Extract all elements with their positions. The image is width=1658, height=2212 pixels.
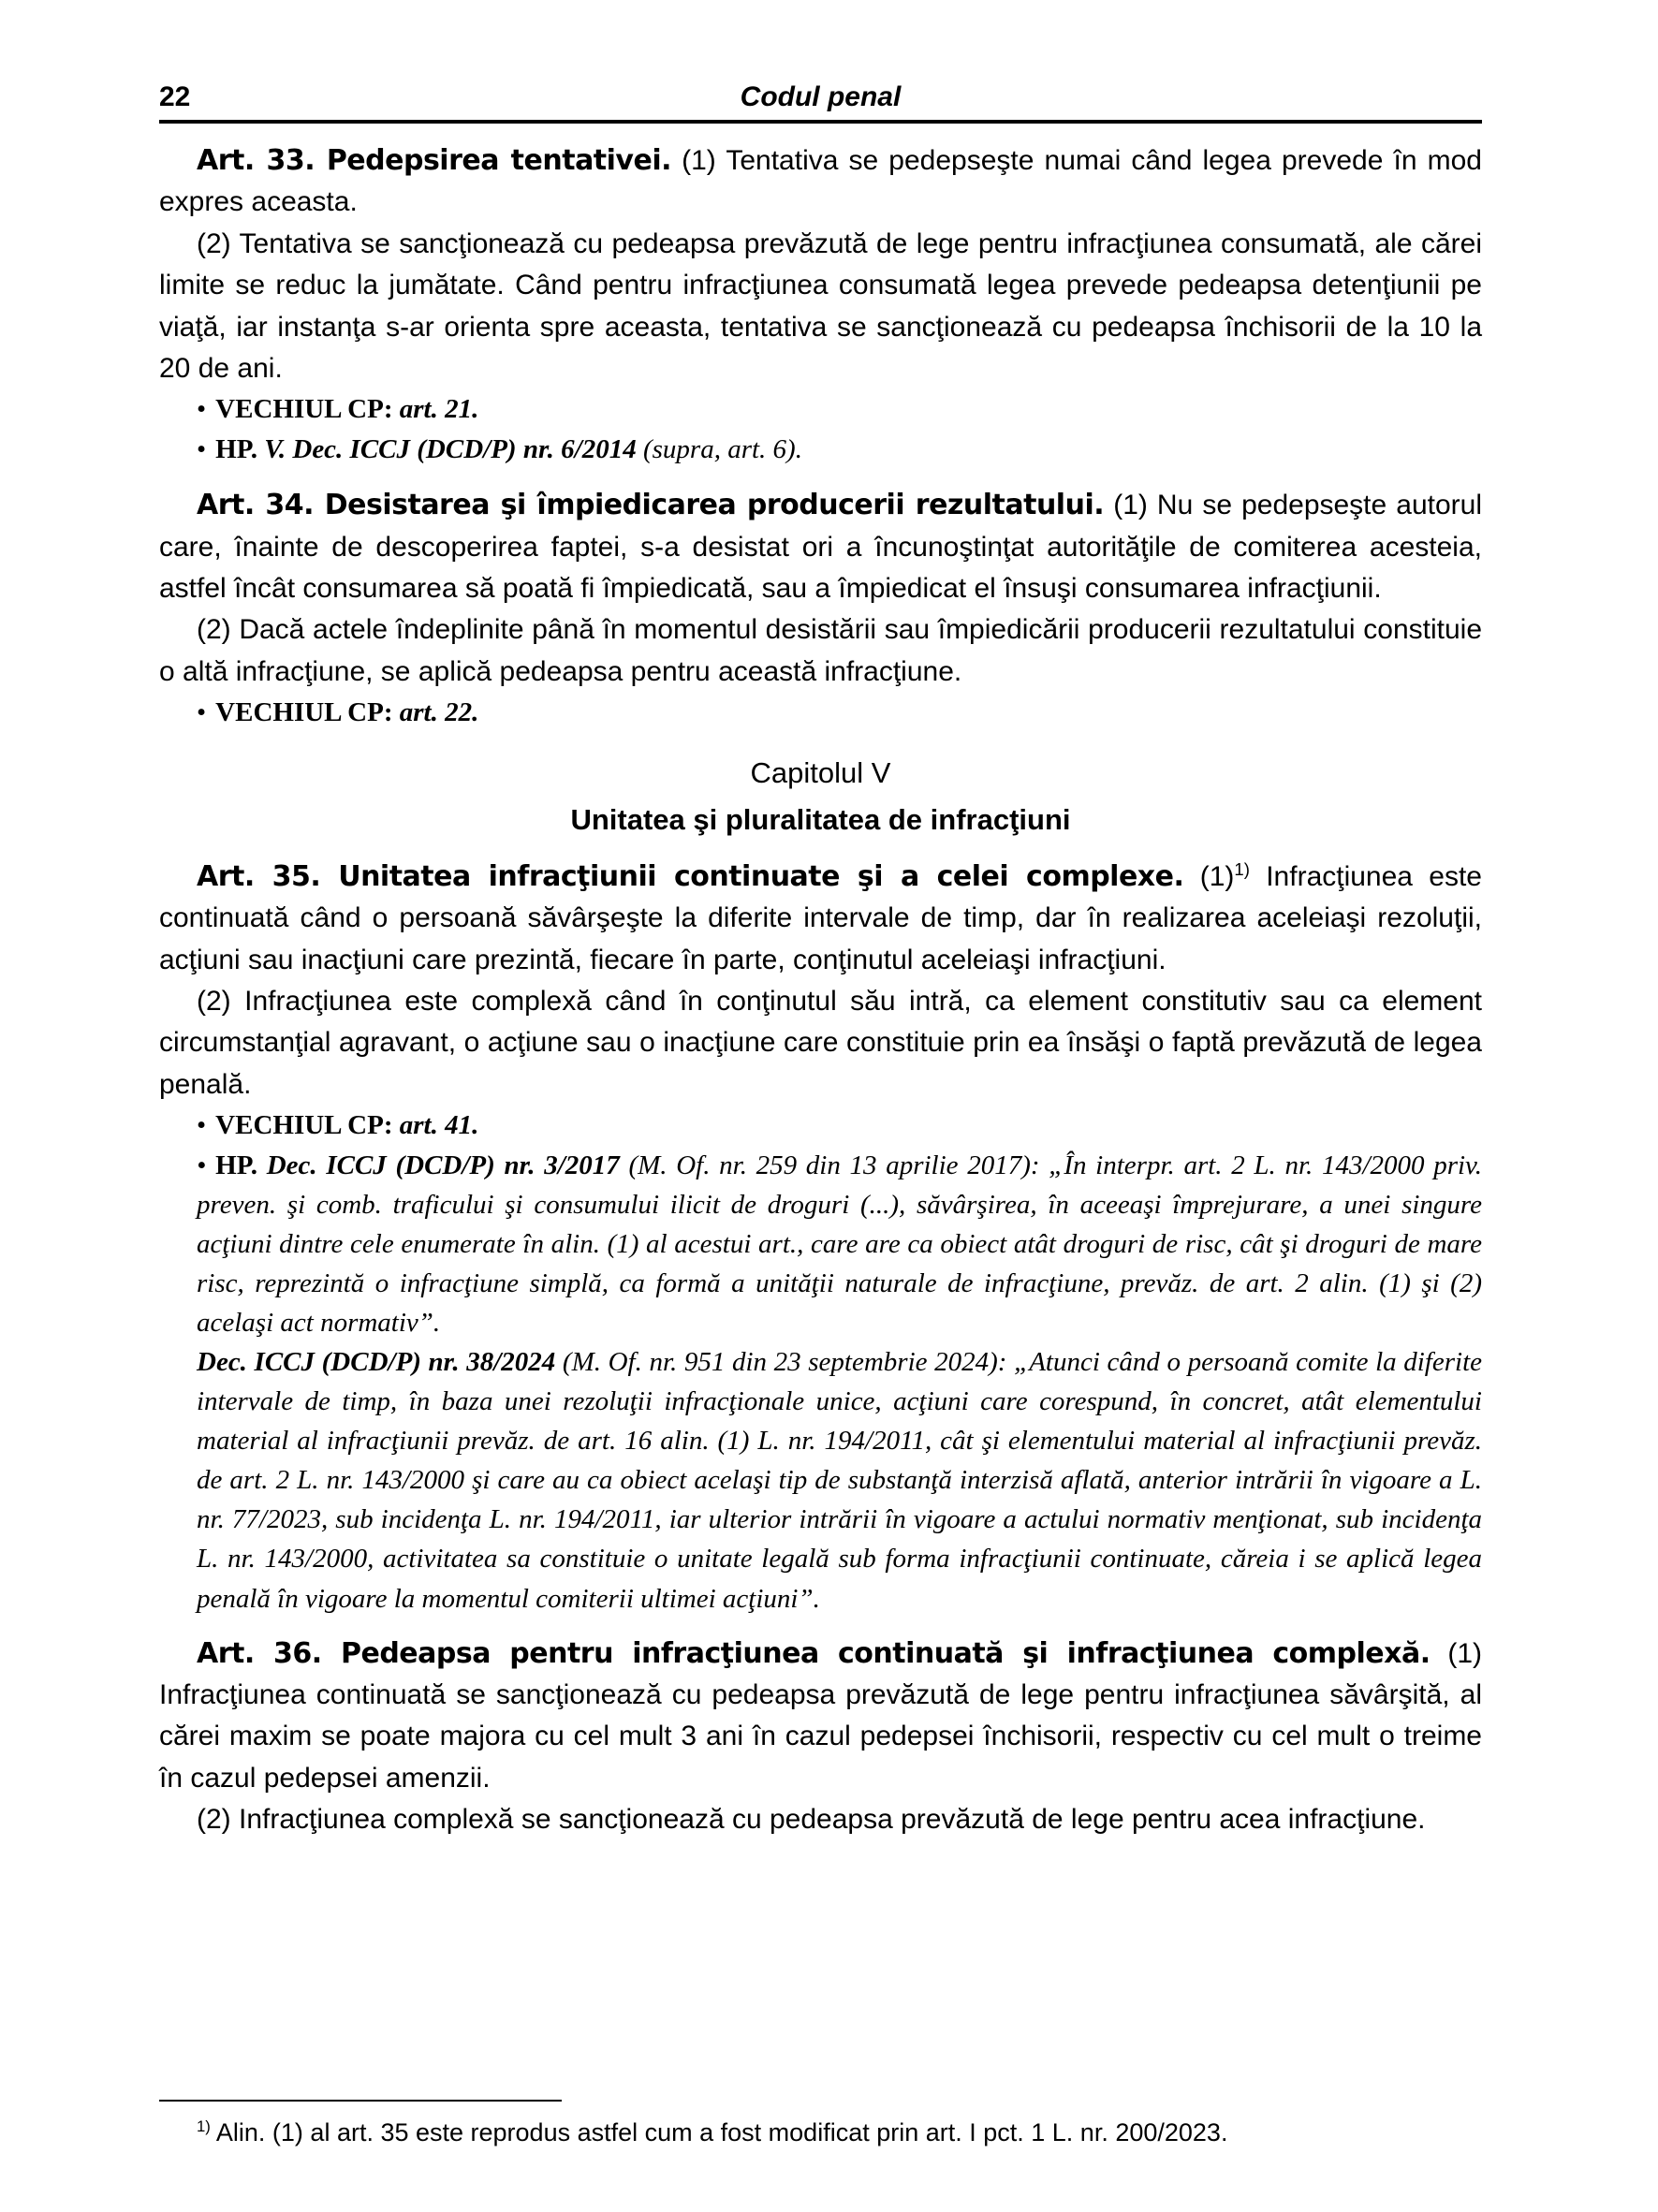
- art36-paragraph-1-text: (1) Infracţiunea continuată se sancţionează cu pedeapsa prevăzută de lege pentru infracţiunea săvârşită, al cărei maxim se poate majora cu cel mult 3 ani în cazul pedepsei închisorii, respectiv cu cel mult o treime în cazul pedepsei amenzii.: [159, 1637, 1482, 1794]
- art35-opening-paragraph: [159, 857, 1482, 981]
- bullet-icon: •: [197, 394, 207, 425]
- art34-paragraph-1-text: (1) Nu se pedepseşte autorul care, înainte de descoperirea faptei, s-a desistat ori a încunoştinţat autorităţile de comiterea acesteia, astfel încât consumarea să poată fi împiedicată, sau a împiedicat el însuşi consumarea infracţiunii.: [159, 490, 1482, 604]
- official-gazette-reference: (M. Of. nr. 259 din 13 aprilie 2017):: [628, 1150, 1049, 1181]
- art36-paragraph-2: (2) Infracţiunea complexă se sancţionează cu pedeapsa prevăzută de lege pentru acea infracţiune.: [197, 1804, 1426, 1836]
- running-head-title: Codul penal: [740, 81, 902, 112]
- note-tail: (supra, art. 6).: [642, 434, 802, 465]
- art33-title: Art. 33. Pedepsirea tentativei.: [197, 144, 672, 177]
- chapter-number: Capitolul V: [750, 756, 891, 790]
- hp-label: HP.: [215, 1150, 267, 1181]
- note-reference: art. 41.: [399, 1110, 479, 1141]
- bullet-icon: •: [197, 434, 207, 465]
- decision-quote: „Atunci când o persoană comite la diferite intervale de timp, în baza unei rezoluţii infracţionale unice, acţiuni care corespund, în concret, atât elementului material al infracţiunii prevăz. de art. 16 alin. (1) L. nr. 194/2011, cât şi elementului material al infracţiunii prevăz. de art. 2 L. nr. 143/2000 şi care au ca obiect acelaşi tip de substanţă interzisă aflată, anterior intrării în vigoare a L. nr. 77/2023, sub incidenţa L. nr. 194/2011, iar ulterior intrării în vigoare a actului normativ menţionat, sub incidenţa L. nr. 143/2000, activitatea sa constituie o unitate legală sub forma infracţiunii continuate, căreia i se aplică legea penală în vigoare la momentul comiterii ultimei acţiuni”.: [197, 1347, 1482, 1614]
- note-label: VECHIUL CP:: [215, 394, 400, 425]
- chapter-title: Unitatea şi pluralitatea de infracţiuni: [570, 802, 1071, 836]
- note-label: VECHIUL CP:: [215, 697, 400, 728]
- footnote-text: [159, 2115, 1482, 2152]
- art34-paragraph-2: (2) Dacă actele îndeplinite până în momentul desistării sau împiedicării producerii rezultatului constituie o altă infracţiune, se aplică pedeapsa pentru această infracţiune.: [159, 614, 1482, 687]
- footnote-body: Alin. (1) al art. 35 este reprodus astfel cum a fost modificat prin art. I pct. 1 L. nr. 200/2023.: [210, 2118, 1228, 2147]
- footnote-divider: [159, 2100, 562, 2102]
- bullet-icon: •: [197, 697, 207, 728]
- art35-title: Art. 35. Unitatea infracţiunii continuate şi a celei complexe.: [197, 859, 1184, 893]
- art34-title: Art. 34. Desistarea şi împiedicarea producerii rezultatului.: [197, 489, 1105, 522]
- page-number: 22: [159, 81, 191, 112]
- art35-note-vechiul-cp: [197, 1106, 1482, 1146]
- art33-note-vechiul-cp: [197, 389, 1482, 430]
- art33-note-hp: [197, 430, 1482, 470]
- art36-opening-paragraph: [159, 1633, 1482, 1800]
- note-label: HP.: [215, 434, 265, 465]
- art33-opening-paragraph: [159, 140, 1482, 224]
- bullet-icon: •: [197, 1110, 207, 1141]
- footnote-marker: 1): [197, 2117, 211, 2136]
- decision-reference: Dec. ICCJ (DCD/P) nr. 38/2024: [197, 1347, 563, 1378]
- footnote-area: [159, 2100, 1482, 2152]
- art35-hp-decision-2017: [197, 1146, 1482, 1342]
- art34-note-vechiul-cp: [197, 693, 1482, 733]
- art35-decision-2024: [197, 1342, 1482, 1618]
- note-reference: art. 22.: [399, 697, 479, 728]
- art34-opening-paragraph: [159, 485, 1482, 609]
- official-gazette-reference: (M. Of. nr. 951 din 23 septembrie 2024):: [562, 1347, 1015, 1378]
- art35-paragraph-2: (2) Infracţiunea este complexă când în conţinutul său intră, ca element constitutiv sau ca element circumstanţial agravant, o acţiune sau o inacţiune care constituie prin ea însăşi o faptă prevăzută de legea penală.: [159, 985, 1482, 1100]
- art35-paragraph-1-text: Infracţiunea este continuată când o persoană săvârşeşte la diferite intervale de timp, dar în realizarea aceleiaşi rezoluţii, acţiuni sau inacţiuni care prezintă, fiecare în parte, conţinutul aceleiaşi infracţiuni.: [159, 860, 1482, 975]
- art35-paragraph-1-marker: (1): [1183, 860, 1235, 892]
- decision-quote: „În interpr. art. 2 L. nr. 143/2000 priv. preven. şi comb. traficului şi consumului ilicit de droguri (...), săvârşirea, în aceeaşi împrejurare, a unei singure acţiuni dintre cele enumerate în alin. (1) al acestui art., care are ca obiect atât droguri de risc, cât şi droguri de mare risc, reprezintă o infracţiune simplă, ca formă a unităţii naturale de infracţiune, prevăz. de art. 2 alin. (1) şi (2) acelaşi act normativ”.: [197, 1150, 1483, 1339]
- art36-title: Art. 36. Pedeapsa pentru infracţiunea continuată şi infracţiunea complexă.: [197, 1636, 1431, 1670]
- chapter-heading: [159, 752, 1482, 842]
- note-reference: V. Dec. ICCJ (DCD/P) nr. 6/2014: [264, 434, 643, 465]
- bullet-icon: •: [197, 1150, 207, 1181]
- note-reference: art. 21.: [399, 394, 479, 425]
- footnote-marker: 1): [1234, 858, 1250, 879]
- note-label: VECHIUL CP:: [215, 1110, 400, 1141]
- art33-paragraph-2: (2) Tentativa se sancţionează cu pedeapsa prevăzută de lege pentru infracţiunea consumată, ale cărei limite se reduc la jumătate. Când pentru infracţiunea consumată legea prevede pedeapsa detenţiunii pe viaţă, iar instanţa s-ar orienta spre aceasta, tentativa se sancţionează cu pedeapsa închisorii de la 10 la 20 de ani.: [159, 227, 1482, 384]
- page-header: [159, 77, 1482, 124]
- art33-paragraph-1-text: (1) Tentativa se pedepseşte numai când legea prevede în mod expres aceasta.: [159, 145, 1482, 218]
- decision-reference: Dec. ICCJ (DCD/P) nr. 3/2017: [266, 1150, 629, 1181]
